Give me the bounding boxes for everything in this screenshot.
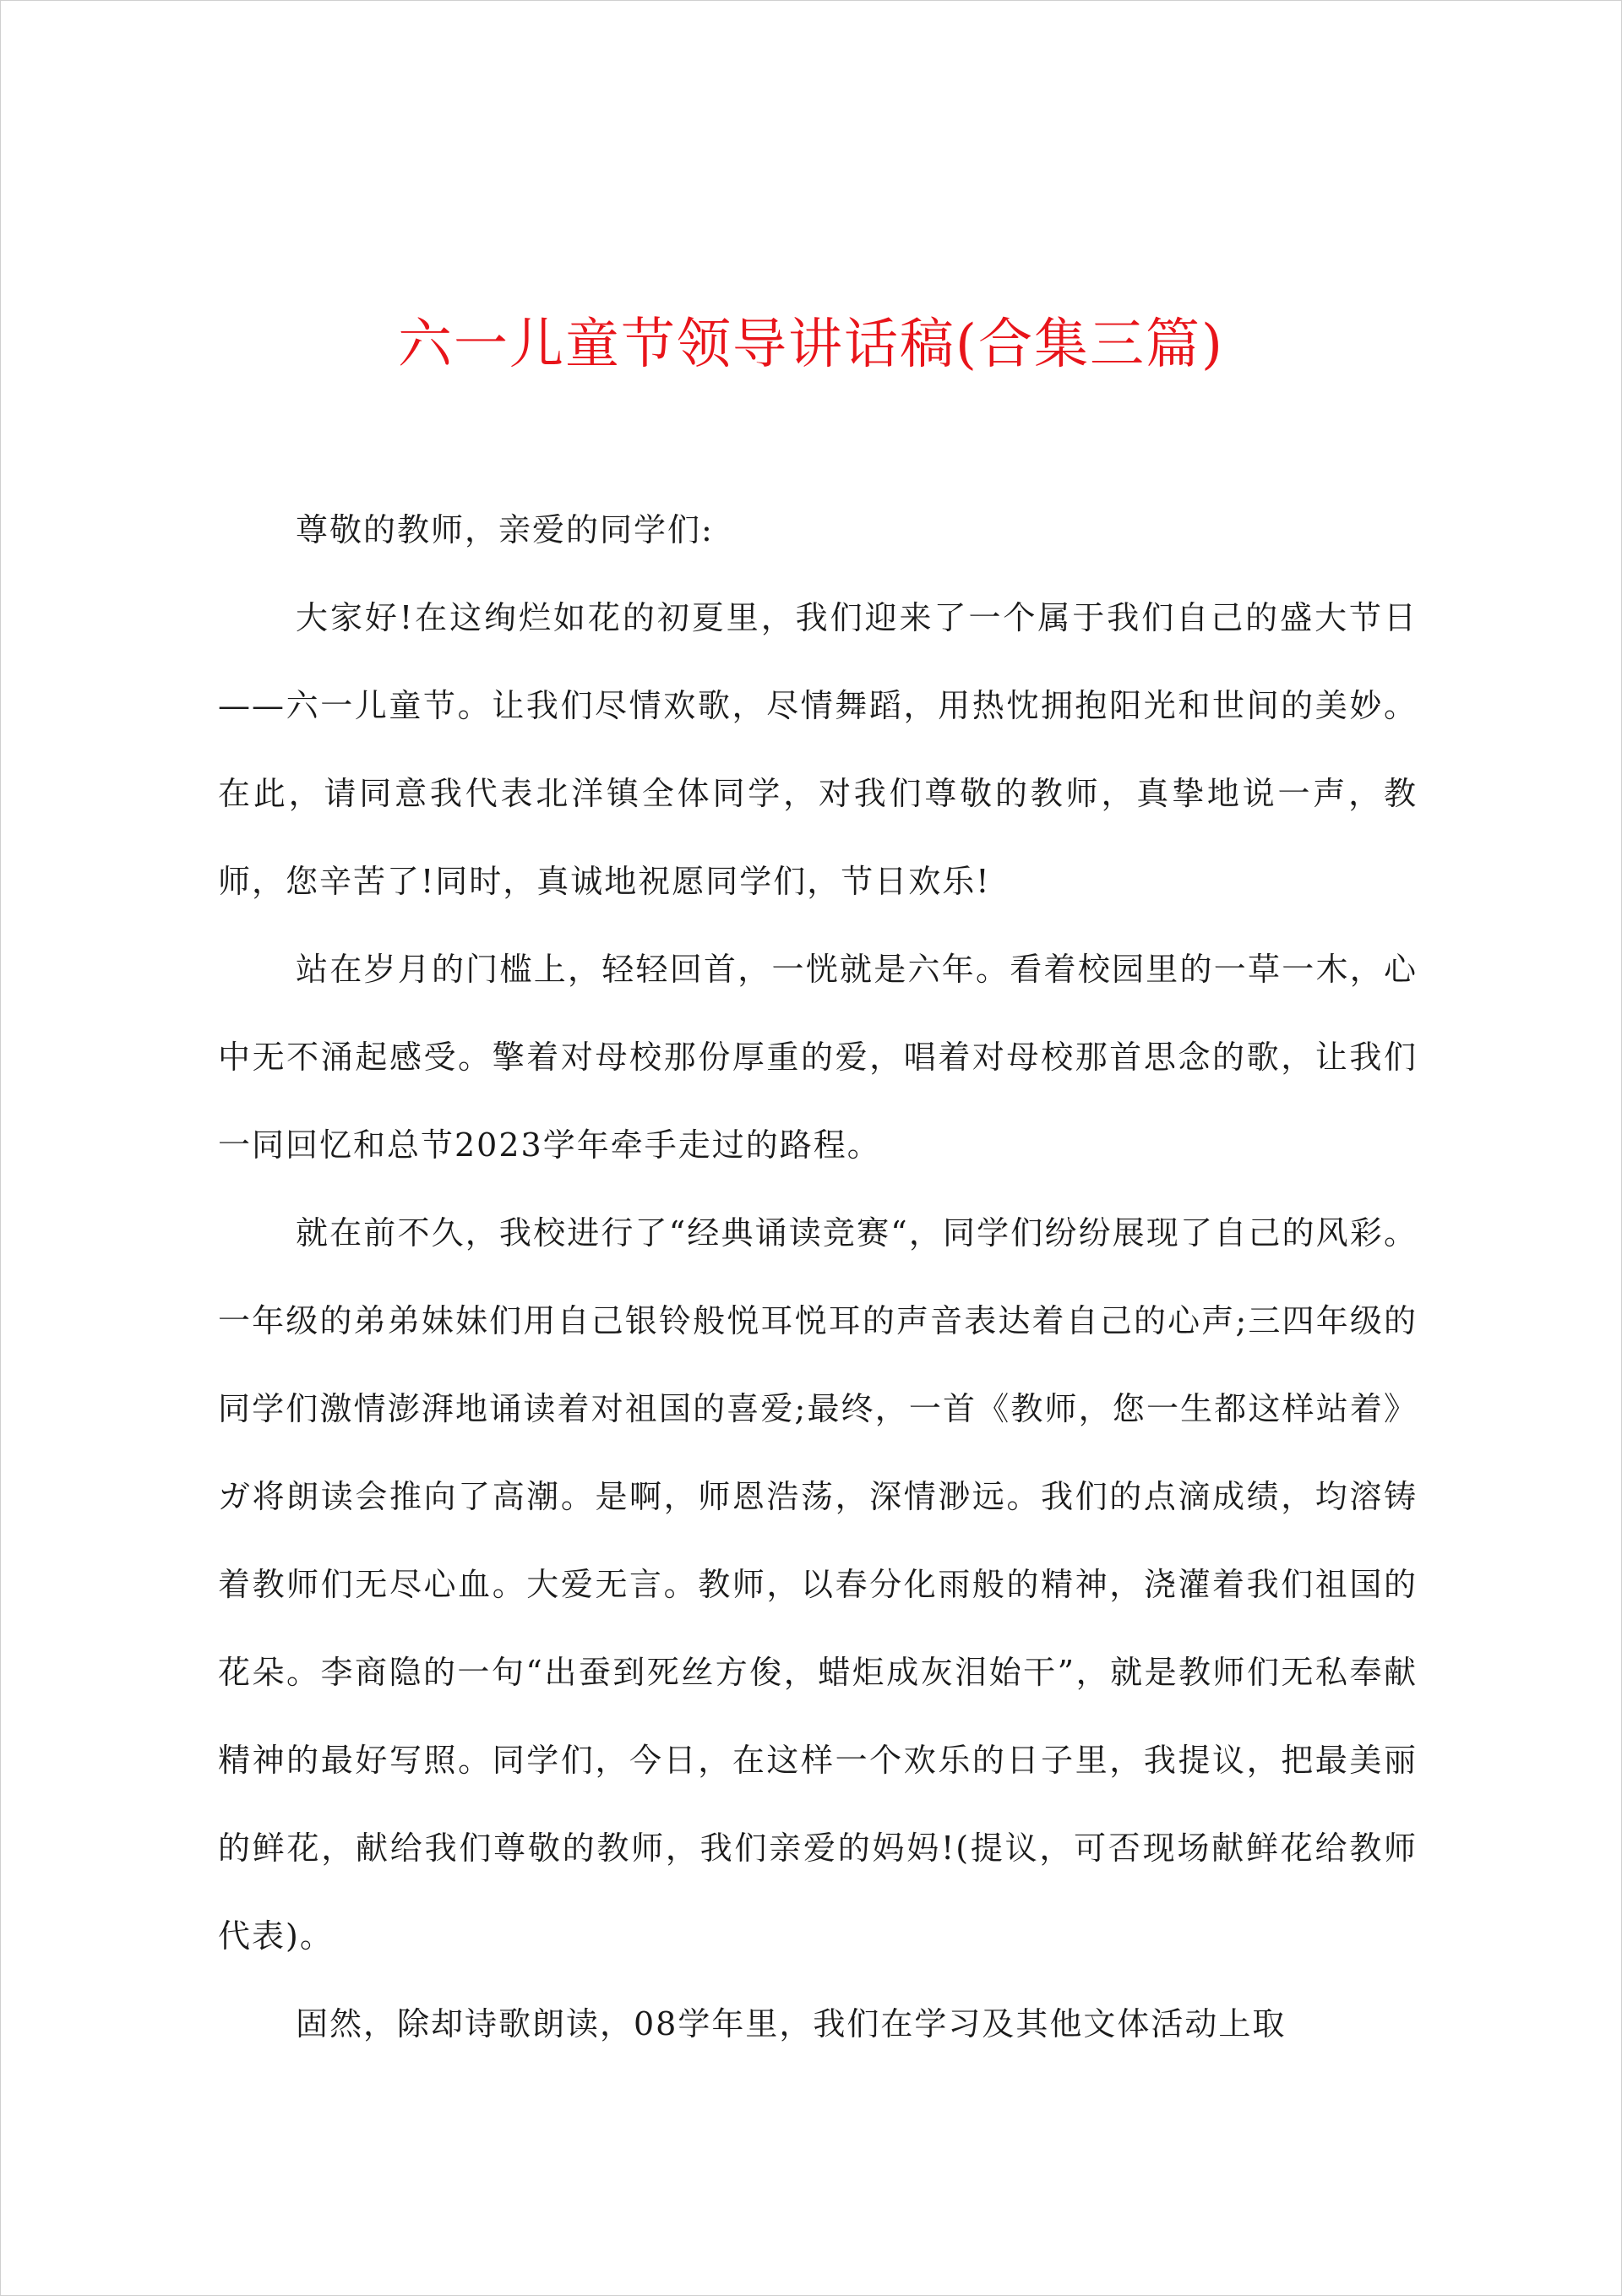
- document-body: [218, 486, 1418, 2068]
- paragraph-achievements: 固然，除却诗歌朗读，08学年里，我们在学习及其他文体活动上取: [296, 2005, 1287, 2042]
- paragraph-recitation: 就在前不久，我校进行了“经典诵读竞赛“，同学们纷纷展现了自己的风彩。一年级的弟弟妹妹们用自己银铃般悦耳悦耳的声音表达着自己的心声;三四年级的同学们激情澎湃地诵读着对祖国的喜爱;最终，一首《教师，您一生都这样站着》ガ将朗读会推向了高潮。是啊，师恩浩荡，深情渺远。我们的点滴成绩，均溶铸着教师们无尽心血。大爱无言。教师，以春分化雨般的精神，浇灌着我们祖国的花朵。李商隐的一句“出蚕到死丝方俊，蜡炬成灰泪始干”，就是教师们无私奉献精神的最好写照。同学们，今日，在这样一个欢乐的日子里，我提议，把最美丽的鲜花，献给我们尊敬的教师，我们亲爱的妈妈!(提议，可否现场献鲜花给教师代表)。: [218, 1214, 1418, 1955]
- paragraph-reflection: 站在岁月的门槛上，轻轻回首，一恍就是六年。看着校园里的一草一木，心中无不涌起感受。擎着对母校那份厚重的爱，唱着对母校那首思念的歌，让我们一同回忆和总节2023学年牵手走过的路程。: [218, 951, 1418, 1164]
- paragraph-salutation: 尊敬的教师，亲爱的同学们:: [296, 511, 714, 548]
- paragraph-greeting: 大家好!在这绚烂如花的初夏里，我们迎来了一个属于我们自己的盛大节日——六一儿童节。让我们尽情欢歌，尽情舞蹈，用热忱拥抱阳光和世间的美妙。在此，请同意我代表北洋镇全体同学，对我们尊敬的教师，真挚地说一声，教师，您辛苦了!同时，真诚地祝愿同学们，节日欢乐!: [218, 599, 1418, 900]
- document-title: 六一儿童节领导讲话稿(合集三篇): [398, 314, 1224, 376]
